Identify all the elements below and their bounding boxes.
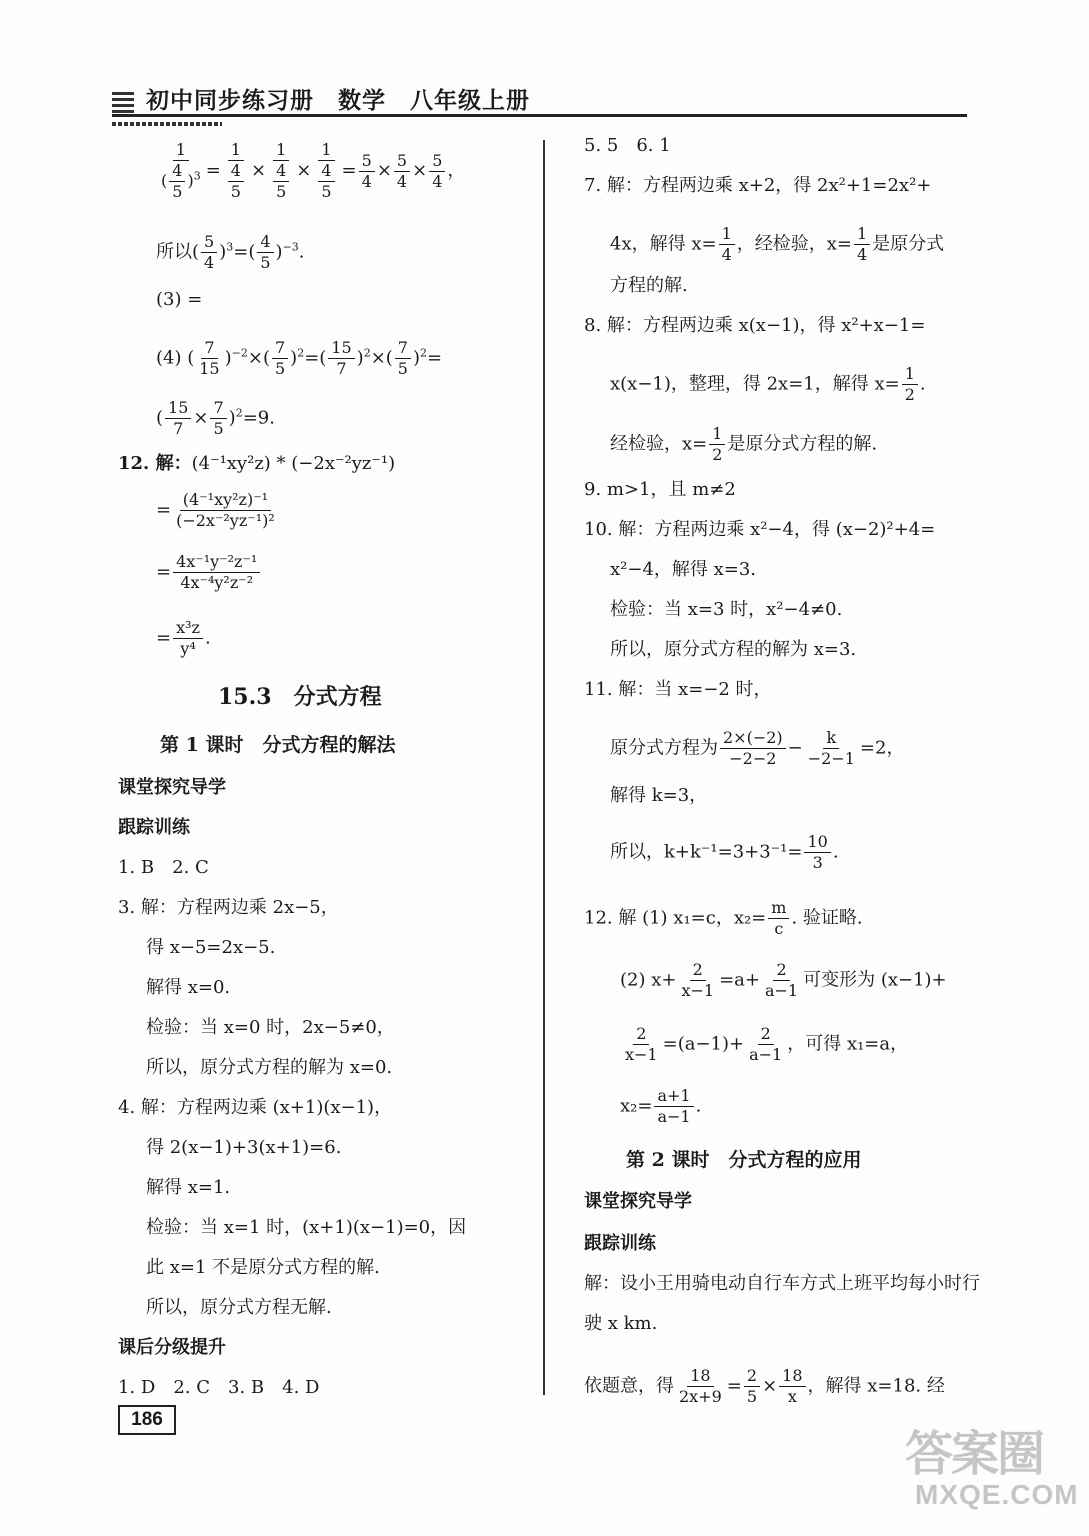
answer-3-line-4: 检验：当 x=0 时，2x−5≠0， <box>146 1017 395 1038</box>
heading-track-2: 跟踪训练 <box>584 1233 656 1254</box>
watermark-site: MXQE.COM <box>915 1479 1079 1510</box>
a12-part-e: 可变形为 (x−1)+ <box>803 969 947 991</box>
header-title: 初中同步练习册 数学 八年级上册 <box>146 87 530 114</box>
q12-step-3: = $\frac{\text{x³z}}{\text{y⁴}}$ . <box>156 618 211 658</box>
answer-10-line-4: 所以，原分式方程的解为 x=3. <box>610 639 857 660</box>
answer-7-line-2: 4x，解得 x= $\frac{1}{4}$ ，经检验，x= $\frac{1}{4}$ 是原分式 <box>610 224 945 264</box>
heading-explore: 课堂探究导学 <box>118 777 226 798</box>
answer-7-line-3: 方程的解. <box>610 275 688 296</box>
answer-1-2: 1. B 2. C <box>118 857 209 878</box>
answer-3-line-5: 所以，原分式方程的解为 x=0. <box>146 1057 393 1078</box>
q12-step-1: = $\frac{\text{(4⁻¹xy²z)⁻¹}}{\text{(−2x⁻²yz⁻¹)²}}$ <box>156 490 275 530</box>
page-header <box>112 78 972 126</box>
app-part-a: 依题意，得 <box>584 1375 674 1397</box>
a12-part-c: (2) x+ <box>620 969 677 991</box>
answer-4-line-5: 此 x=1 不是原分式方程的解. <box>146 1257 380 1278</box>
q4-result: =9. <box>242 407 275 429</box>
q12-line <box>118 452 395 476</box>
header-rule-dashed <box>112 122 222 126</box>
answer-4-line-3: 解得 x=1. <box>146 1177 231 1198</box>
answer-4-line-4: 检验：当 x=1 时，(x+1)(x−1)=0，因 <box>146 1217 467 1238</box>
application-line-3: 依题意，得 $\frac{18}{2x+9}$ = $\frac{2}{5}$ × $\frac{18}{x}$ ，解得 x=18. 经 <box>584 1366 945 1406</box>
so-label: 所以 <box>156 241 192 263</box>
answer-11-line-3: 解得 k=3， <box>610 785 708 806</box>
a12-part-b: . 验证略. <box>791 907 863 929</box>
watermark-logo-text: 答案圈 <box>905 1428 1044 1481</box>
answer-10-line-2: x²−4，解得 x=3. <box>610 559 757 580</box>
watermark-logo <box>905 1415 1079 1527</box>
lesson-1-title: 第 1 课时 分式方程的解法 <box>160 734 396 756</box>
answer-4-line-1: 4. 解：方程两边乘 (x+1)(x−1)， <box>118 1097 393 1118</box>
a12-part-h: x₂= <box>620 1095 653 1117</box>
q3-line: (3) = <box>156 289 203 310</box>
a11-part-b: 所以，k+k⁻¹=3+3⁻¹= <box>610 841 803 863</box>
heading-explore-2: 课堂探究导学 <box>584 1191 692 1212</box>
answer-5-6: 5. 5 6. 1 <box>584 135 671 156</box>
answer-11-line-2: 原分式方程为 $\frac{2\times(-2)}{-2-2}$ − $\frac{k}{-2-1}$ =2， <box>610 728 905 768</box>
answer-3-line-1: 3. 解：方程两边乘 2x−5， <box>118 897 339 918</box>
application-line-1: 解：设小王用骑电动自行车方式上班平均每小时行 <box>584 1273 980 1294</box>
answer-9: 9. m>1，且 m≠2 <box>584 479 736 500</box>
a8-part-a: x(x−1)，整理，得 2x=1，解得 x= <box>610 373 900 395</box>
q12-expr: (4⁻¹xy²z) * (−2x⁻²yz⁻¹) <box>191 453 396 474</box>
q4-line: (4) ( $\frac{7}{15}$ )$^{-2}$×( $\frac{7}{5}$ )$^2$=( $\frac{15}{7}$ )$^2$×( $\frac{7}{5}$ )$^2$= <box>156 338 443 378</box>
answer-12-line-3: $\frac{2}{x-1}$ =(a−1)+ $\frac{2}{a-1}$ ，可得 x₁=a， <box>625 1024 909 1064</box>
answer-11-line-4: 所以，k+k⁻¹=3+3⁻¹= $\frac{10}{3}$ . <box>610 832 839 872</box>
a12-part-g: ，可得 x₁=a， <box>787 1033 909 1055</box>
eq1-tail: ， <box>447 160 466 181</box>
header-rule <box>112 114 967 117</box>
answer-12-line-2: (2) x+ $\frac{2}{x-1}$ =a+ $\frac{2}{a-1}$ 可变形为 (x−1)+ <box>620 960 947 1000</box>
answer-after: 1. D 2. C 3. B 4. D <box>118 1377 320 1398</box>
q4-label: (4) <box>156 347 182 369</box>
heading-after: 课后分级提升 <box>118 1337 226 1358</box>
header-decoration <box>112 92 134 116</box>
answer-12-line-1: 12. 解 (1) x₁=c，x₂= $\frac{m}{c}$ . 验证略. <box>584 898 863 938</box>
q12-label: 12. 解： <box>118 453 192 474</box>
a8-part-d: 是原分式方程的解. <box>727 433 878 455</box>
answer-12-line-4: x₂= $\frac{a+1}{a-1}$ . <box>620 1086 702 1126</box>
answer-7-line-1: 7. 解：方程两边乘 x+2，得 2x²+1=2x²+ <box>584 175 932 196</box>
a12-part-a: 12. 解 (1) x₁=c，x₂= <box>584 907 767 929</box>
fraction-equation-1: 1 ( $\frac{4}{5}$ )$^3$ = $\frac{1}{\frac{4}{5}}$ × $\frac{1}{\frac{4}{5}}$ × $\frac{1}{\frac{4}{5}}$ = $\frac{5}{4}$ × $\frac{5}{4}$ × $\frac{5}{4}$ ， <box>161 140 466 201</box>
a12-part-f: =(a−1)+ <box>662 1033 745 1055</box>
answer-4-line-6: 所以，原分式方程无解. <box>146 1297 332 1318</box>
answer-3-line-2: 得 x−5=2x−5. <box>146 937 276 958</box>
a11-part-a: 原分式方程为 <box>610 737 718 759</box>
answer-10-line-1: 10. 解：方程两边乘 x²−4，得 (x−2)²+4= <box>584 519 936 540</box>
app-part-b: ，解得 x=18. 经 <box>807 1375 945 1397</box>
a7-part-c: 是原分式 <box>872 233 945 255</box>
answer-8-line-2: x(x−1)，整理，得 2x=1，解得 x= $\frac{1}{2}$ . <box>610 364 926 404</box>
so-line-1: 所以( $\frac{5}{4}$ )$^3$=( $\frac{4}{5}$ )$^{-3}$. <box>156 232 305 272</box>
a7-part-b: ，经检验，x= <box>736 233 852 255</box>
section-title: 15.3 分式方程 <box>218 684 382 710</box>
answer-3-line-3: 解得 x=0. <box>146 977 231 998</box>
column-divider <box>543 140 545 1395</box>
application-line-2: 驶 x km. <box>584 1313 658 1334</box>
a12-part-d: =a+ <box>719 969 760 991</box>
lesson-2-title: 第 2 课时 分式方程的应用 <box>626 1149 862 1171</box>
q4-result-line: ( $\frac{15}{7}$ × $\frac{7}{5}$ )$^2$=9. <box>156 398 275 438</box>
a7-part-a: 4x，解得 x= <box>610 233 717 255</box>
answer-8-line-1: 8. 解：方程两边乘 x(x−1)，得 x²+x−1= <box>584 315 926 336</box>
answer-10-line-3: 检验：当 x=3 时，x²−4≠0. <box>610 599 843 620</box>
a8-part-c: 经检验，x= <box>610 433 708 455</box>
page-number: 186 <box>118 1405 176 1435</box>
answer-8-line-3: 经检验，x= $\frac{1}{2}$ 是原分式方程的解. <box>610 424 878 464</box>
heading-track: 跟踪训练 <box>118 817 190 838</box>
q12-step-2: = $\frac{\text{4x⁻¹y⁻²z⁻¹}}{\text{4x⁻⁴y²z⁻²}}$ <box>156 552 262 593</box>
answer-4-line-2: 得 2(x−1)+3(x+1)=6. <box>146 1137 342 1158</box>
answer-11-line-1: 11. 解：当 x=−2 时， <box>584 679 772 700</box>
